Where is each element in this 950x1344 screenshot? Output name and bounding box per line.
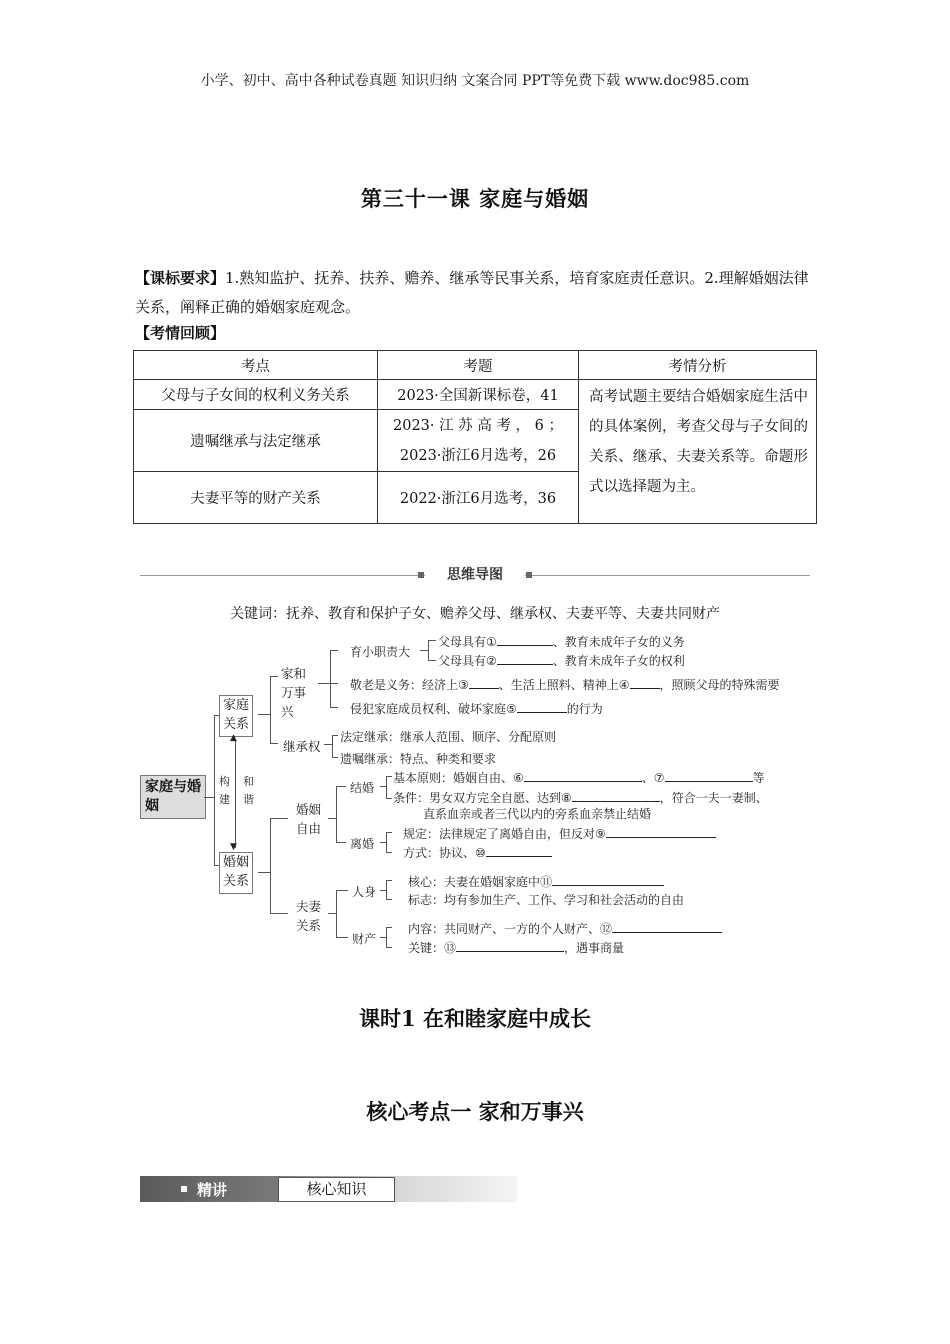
- connector: [386, 832, 392, 833]
- connector: [386, 947, 392, 948]
- connector: [386, 776, 392, 777]
- connector: [336, 786, 346, 787]
- node-home: 家和万事兴: [281, 666, 307, 719]
- divorce-method: 方式：协议、⑩: [403, 844, 552, 861]
- connector: [336, 937, 348, 938]
- node-wed: 结婚: [350, 781, 375, 795]
- fill-blank[interactable]: [497, 634, 553, 646]
- connector: [386, 927, 387, 947]
- connector: [386, 776, 387, 798]
- person-sign: 标志：均有参加生产、工作、学习和社会活动的自由: [408, 893, 685, 907]
- connector: [332, 735, 333, 757]
- fill-blank[interactable]: [572, 790, 660, 802]
- connector: [336, 786, 337, 842]
- raise-item-2: 父母具有② 、教育未成年子女的权利: [438, 654, 685, 668]
- double-arrow-line: [235, 740, 236, 848]
- connector: [330, 707, 338, 708]
- fill-blank[interactable]: [524, 770, 642, 782]
- node-property: 财产: [352, 932, 377, 946]
- row-point: 遗嘱继承与法定继承: [134, 410, 378, 472]
- node-freedom: 婚姻自由: [296, 802, 322, 836]
- connector: [386, 899, 392, 900]
- section-bar-label: 精讲: [197, 1181, 228, 1199]
- connector: [214, 715, 215, 865]
- row-question: [378, 410, 579, 472]
- node-divorce: 离婚: [350, 837, 375, 851]
- wed-principle: 基本原则：婚姻自由、⑥ 、⑦ 等: [393, 771, 765, 785]
- inherit-item-legal: 法定继承：继承人范围、顺序、分配原则: [340, 730, 557, 744]
- connector: [270, 743, 278, 744]
- connector: [270, 818, 288, 819]
- connector: [270, 913, 288, 914]
- fill-blank[interactable]: [486, 845, 552, 857]
- review-label: 【考情回顾】: [135, 324, 226, 342]
- node-raise: 育小职责大: [350, 645, 411, 659]
- connector: [336, 890, 348, 891]
- connector: [270, 818, 271, 913]
- connector: [386, 880, 387, 899]
- table-header-row: [134, 351, 817, 380]
- wed-condition: 条件：男女双方完全自愿、达到⑧ ，符合一夫一妻制、: [393, 791, 768, 805]
- connector: [386, 880, 392, 881]
- connector: [336, 890, 337, 937]
- section-bar-box: 核心知识: [278, 1177, 395, 1202]
- connector: [330, 683, 338, 684]
- page-title: 第三十一课 家庭与婚姻: [360, 186, 590, 211]
- mindmap-title: 思维导图: [425, 564, 525, 584]
- square-bullet-icon: [181, 1186, 187, 1192]
- connector: [204, 797, 214, 798]
- connector: [270, 676, 271, 743]
- connector: [428, 640, 436, 641]
- question-line: 2023· 江 苏 高 考 ， 6 ；: [393, 417, 563, 434]
- connector: [386, 927, 392, 928]
- connector: [336, 842, 346, 843]
- connector: [386, 832, 387, 852]
- connector: [420, 650, 428, 651]
- analysis-cell: 高考试题主要结合婚姻家庭生活中的具体案例，考查父母与子女间的关系、继承、夫妻关系等。命题形式以选择题为主。: [579, 380, 817, 524]
- fill-blank[interactable]: [630, 677, 660, 689]
- property-content: 内容：共同财产、一方的个人财产、⑫: [408, 920, 722, 937]
- branch-family-box: 家庭关系: [219, 695, 253, 737]
- connector: [270, 676, 278, 677]
- site-header: 小学、初中、高中各种试卷真题 知识归纳 文案合同 PPT等免费下载 www.doc985.com: [200, 73, 750, 89]
- connector: [318, 683, 330, 684]
- curriculum-requirements: [135, 264, 815, 322]
- fill-blank[interactable]: [606, 826, 716, 838]
- question-line: 2023·浙江6月选考，26: [399, 447, 557, 464]
- table-row: [134, 380, 817, 410]
- arrow-up-icon: ▲: [230, 733, 237, 743]
- divider-dot: [418, 572, 424, 578]
- fill-blank[interactable]: [552, 874, 664, 886]
- inherit-item-will: 遗嘱继承：特点、种类和要求: [340, 752, 497, 766]
- property-key: 关键：⑬ ，遇事商量: [408, 941, 625, 955]
- lesson-title: 课时1 在和睦家庭中成长: [359, 1006, 591, 1031]
- vertical-text-build: 构建: [219, 775, 230, 806]
- raise-item-1: 父母具有① 、教育未成年子女的义务: [438, 635, 685, 649]
- fill-blank[interactable]: [497, 653, 553, 665]
- node-person: 人身: [352, 885, 377, 899]
- exam-review-table: [133, 350, 817, 524]
- requirements-text: 1.熟知监护、抚养、扶养、赡养、继承等民事关系，培育家庭责任意识。2.理解婚姻法律关系，阐释正确的婚姻家庭观念。: [135, 269, 809, 316]
- header-point: 考点: [134, 351, 378, 380]
- person-core: 核心：夫妻在婚姻家庭中⑪: [408, 873, 664, 890]
- connector: [386, 852, 392, 853]
- node-couple: 夫妻关系: [296, 899, 322, 933]
- connector: [332, 735, 338, 736]
- node-infringe: 侵犯家庭成员权利、破坏家庭⑤ 的行为: [350, 702, 603, 716]
- connector: [428, 660, 436, 661]
- connector: [386, 798, 392, 799]
- core-point-title: 核心考点一 家和万事兴: [366, 1099, 584, 1124]
- node-respect: 敬老是义务：经济上③ 、生活上照料、精神上④ ，照顾父母的特殊需要: [350, 678, 780, 692]
- connector: [258, 714, 270, 715]
- wed-condition-line2: 直系血亲或者三代以内的旁系血亲禁止结婚: [423, 807, 652, 821]
- divider-dot: [526, 572, 532, 578]
- row-point: 父母与子女间的权利义务关系: [134, 380, 378, 410]
- connector: [328, 818, 336, 819]
- branch-marriage-box: 婚姻关系: [219, 852, 253, 894]
- fill-blank[interactable]: [612, 921, 722, 933]
- node-inherit: 继承权: [283, 739, 321, 754]
- vertical-text-harmony: 和谐: [243, 775, 254, 806]
- connector: [328, 913, 336, 914]
- mindmap-root: 家庭与婚姻: [140, 775, 206, 819]
- header-analysis: 考情分析: [579, 351, 817, 380]
- row-question: 2023·全国新课标卷，41: [378, 380, 579, 410]
- connector: [332, 757, 338, 758]
- fill-blank[interactable]: [456, 940, 564, 952]
- row-question: 2022·浙江6月选考，36: [378, 472, 579, 524]
- requirements-label: 【课标要求】: [135, 269, 226, 287]
- fill-blank[interactable]: [469, 677, 499, 689]
- arrow-down-icon: ▼: [230, 842, 237, 852]
- connector: [428, 640, 429, 660]
- row-point: 夫妻平等的财产关系: [134, 472, 378, 524]
- fill-blank[interactable]: [665, 770, 753, 782]
- mindmap-keywords: 关键词：抚养、教育和保护子女、赡养父母、继承权、夫妻平等、夫妻共同财产: [230, 606, 720, 622]
- connector: [324, 744, 332, 745]
- connector: [330, 650, 338, 651]
- header-question: 考题: [378, 351, 579, 380]
- connector: [330, 650, 331, 707]
- divorce-rule: 规定：法律规定了离婚自由，但反对⑨: [403, 825, 716, 842]
- connector: [258, 872, 270, 873]
- fill-blank[interactable]: [517, 701, 567, 713]
